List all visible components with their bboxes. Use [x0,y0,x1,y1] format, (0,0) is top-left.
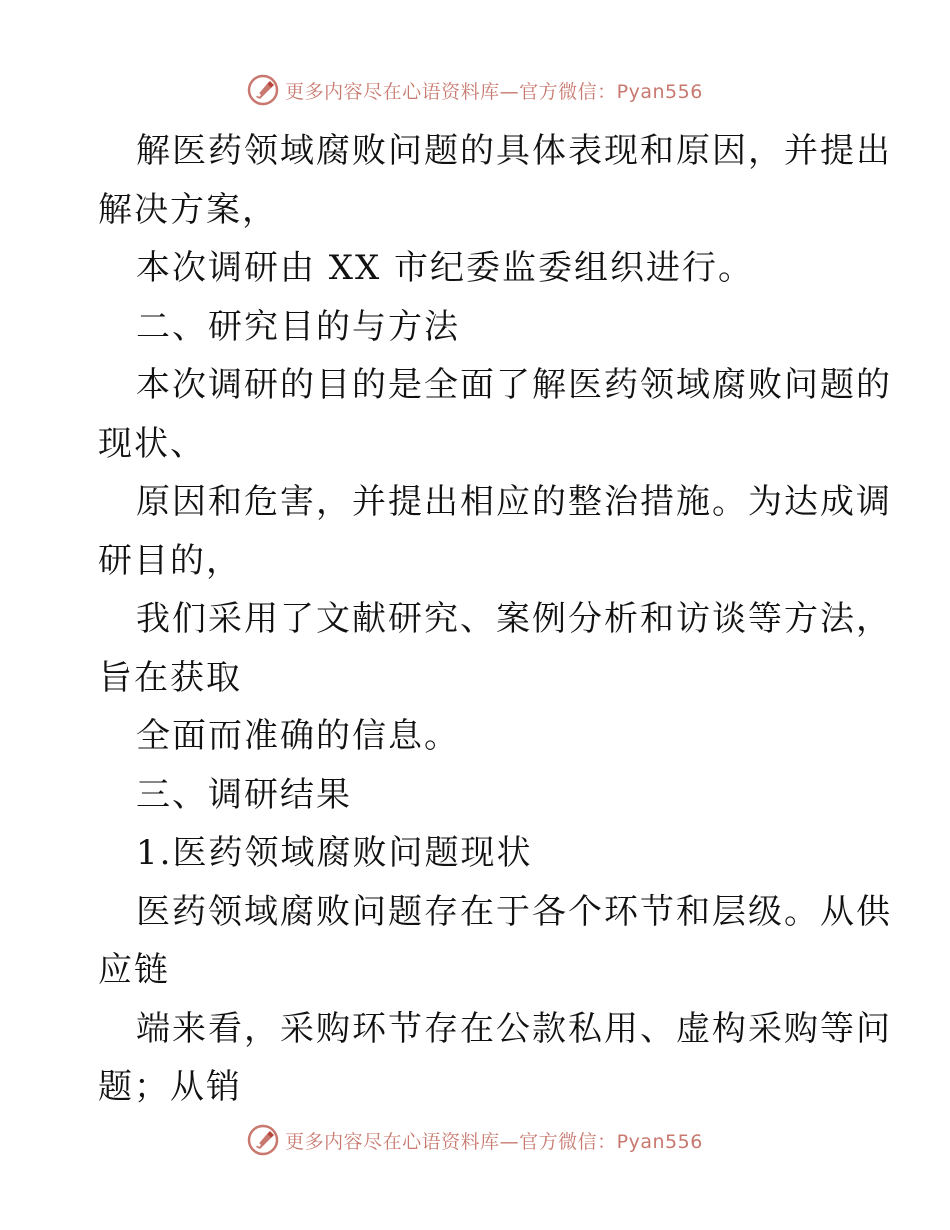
body-line: 题；从销 [98,1067,242,1107]
body-line: 现状、 [98,423,206,464]
footer-banner [0,1120,950,1160]
body-line: 端来看，采购环节存在公款私用、虚构采购等问 [136,1008,892,1049]
body-line: 本次调研由 XX 市纪委监委组织进行。 [136,248,755,288]
body-line: 我们采用了文献研究、案例分析和访谈等方法， [136,599,892,639]
footer-banner-text: 更多内容尽在心语资料库—官方微信：Pyan556 [285,1130,703,1153]
header-banner-text: 更多内容尽在心语资料库—官方微信：Pyan556 [285,80,703,103]
body-line: 应链 [98,950,170,990]
body-line: 旨在获取 [98,657,242,698]
body-line: 解决方案， [98,189,278,230]
body-line: 全面而准确的信息。 [136,716,460,756]
body-line: 本次调研的目的是全面了解医药领域腐败问题的 [136,365,892,405]
header-banner [0,70,950,110]
pen-nib-logo-icon [247,74,279,106]
body-line: 研目的， [98,540,242,581]
section-heading: 三、调研结果 [136,774,352,815]
body-line: 医药领域腐败问题存在于各个环节和层级。从供 [136,891,892,932]
section-heading: 二、研究目的与方法 [136,306,460,347]
document-body [98,122,892,1117]
body-line: 原因和危害，并提出相应的整治措施。为达成调 [136,482,892,522]
pen-nib-logo-icon [247,1124,279,1156]
body-line: 解医药领域腐败问题的具体表现和原因，并提出 [136,131,892,171]
subsection-heading: 1.医药领域腐败问题现状 [136,833,533,873]
